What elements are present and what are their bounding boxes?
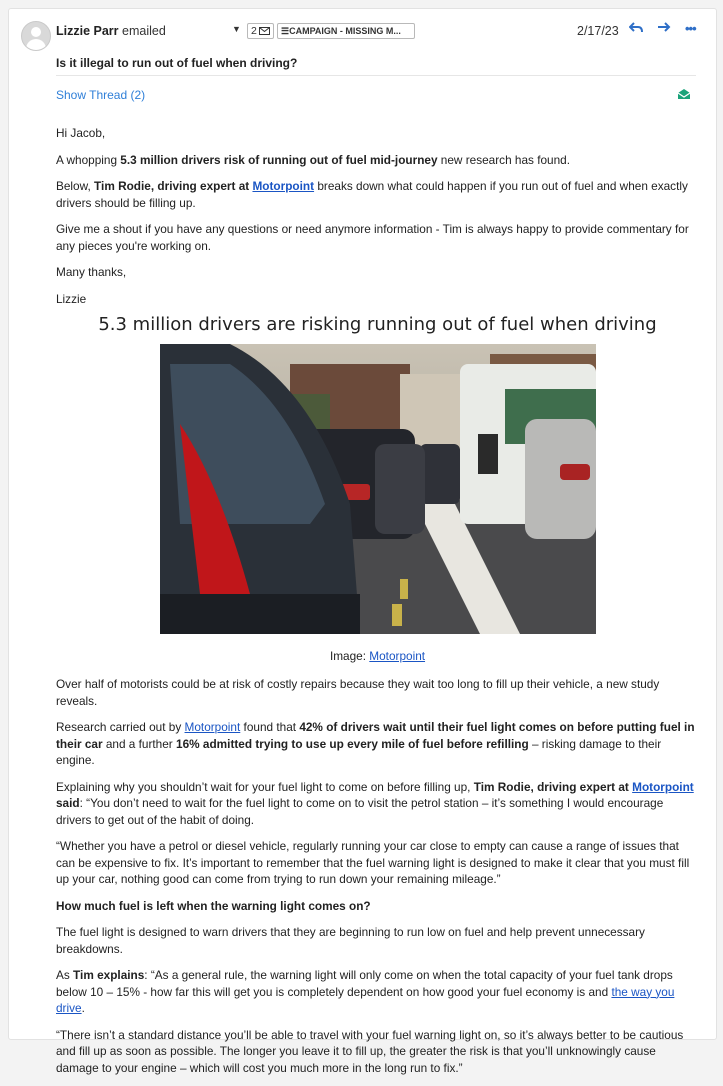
article-headline: 5.3 million drivers are risking running out of fuel when driving [98,314,657,335]
motorpoint-link[interactable]: Motorpoint [252,179,315,193]
campaign-tag[interactable] [277,23,415,39]
paragraph: Below, Tim Rodie, driving expert at Motorpoint breaks down what could happen if you run out of fuel and when exactly drivers should be filling up. [56,179,688,210]
traffic-photo [160,344,596,634]
forward-icon[interactable] [657,22,671,37]
divider [56,75,696,76]
paragraph: A whopping 5.3 million drivers risk of running out of fuel mid-journey new research has found. [56,152,570,167]
email-date: 2/17/23 [577,24,619,38]
subheading: How much fuel is left when the warning light comes on? [56,898,371,913]
sender-action: emailed [122,24,166,38]
paragraph: “Whether you have a petrol or diesel vehicle, regularly running your car close to empty can cause a range of issues that can be expensive to fix. It’s important to remember that the fuel warning light is designed to make it clear that you must fill up your car, nothing good can come from trying to run down your remaining mileage.” [56,839,690,886]
avatar[interactable] [21,21,51,51]
list-icon: ☰ [281,26,290,36]
email-body [56,125,699,1086]
paragraph: Explaining why you shouldn’t wait for your fuel light to come on before filling up, Tim Rodie, driving expert at Motorpoint said: “You don’t need to wait for the fuel light to come on to visit the petrol station – it’s something I would encourage drivers to get out of the habit of doing. [56,779,694,827]
greeting: Hi Jacob, [56,126,106,140]
signoff: Many thanks, [56,265,127,279]
open-envelope-icon[interactable] [677,88,691,103]
drive-link[interactable]: the way you drive [56,984,675,1015]
campaign-tag-label: CAMPAIGN - MISSING M... [289,26,401,36]
more-options-icon[interactable]: ••• [685,21,696,36]
show-thread-link[interactable]: Show Thread (2) [56,88,146,102]
motorpoint-link[interactable]: Motorpoint [632,779,694,794]
sender-line [56,24,166,38]
caption-link[interactable]: Motorpoint [369,648,426,663]
thread-count: 2 [251,25,257,37]
paragraph: Research carried out by Motorpoint found that 42% of drivers wait until their fuel light comes on before putting fuel in their car and a further 16% admitted trying to use up every mile of fuel before refilling – risking damage to their engine. [56,720,695,767]
image-caption: Image: Motorpoint [329,648,426,663]
paragraph: The fuel light is designed to warn drivers that they are beginning to run low on fuel and help prevent unnecessary breakdowns. [56,925,645,956]
paragraph: “There isn’t a standard distance you’ll be able to travel with your fuel warning light on, so it’s always better to be cautious and fill up as soon as possible. The longer you leave it to fill up, the greater the risk is that you’ll unknowingly cause damage to your engine – which will cost you much more in the long run to fix.” [56,1027,684,1075]
paragraph: As Tim explains: “As a general rule, the warning light will only come on when the total capacity of your fuel tank drops below 10 – 15% - how far this will get you is completely dependent on how good your fuel economy is and the way you drive. [56,968,675,1015]
thread-count-badge[interactable] [247,23,274,39]
motorpoint-link[interactable]: Motorpoint [184,720,241,734]
signature: Lizzie [56,291,87,306]
email-card [8,8,717,1075]
envelope-icon [259,27,270,35]
chevron-down-icon[interactable]: ▼ [232,24,241,34]
reply-icon[interactable] [629,22,643,37]
sender-name[interactable]: Lizzie Parr [56,24,119,38]
paragraph: Over half of motorists could be at risk of costly repairs because they wait too long to fill up their vehicle, a new study reveals. [56,677,660,708]
email-subject: Is it illegal to run out of fuel when driving? [56,56,298,70]
paragraph: Give me a shout if you have any questions or need anymore information - Tim is always happy to provide commentary for any pieces you're working on. [56,222,689,253]
